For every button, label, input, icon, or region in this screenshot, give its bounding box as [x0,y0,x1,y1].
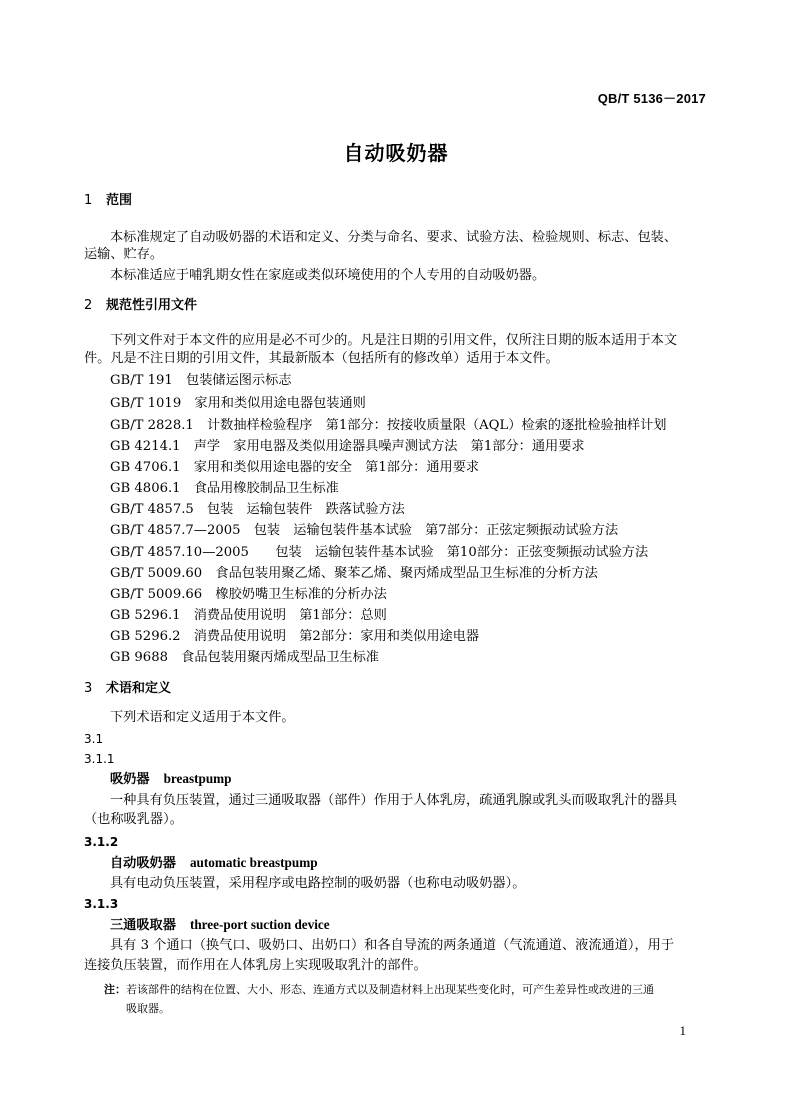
term-heading [110,917,330,934]
note [104,982,654,998]
reference-item: GB 4214.1 声学 家用电器及类似用途器具噪声测试方法 第1部分：通用要求 [110,439,585,454]
paragraph-line: 下列术语和定义适用于本文件。 [110,710,295,725]
section-3-heading [84,681,171,697]
term-chinese: 三通吸取器 [110,918,176,933]
definition-line: 具有电动负压装置，采用程序或电路控制的吸奶器（也称电动吸奶器）。 [110,876,526,891]
section-title: 范围 [106,193,133,208]
reference-item: GB 4806.1 食品用橡胶制品卫生标准 [110,481,339,496]
reference-item: GB/T 1019 家用和类似用途电器包装通则 [110,396,366,411]
note-continuation: 吸取器。 [126,1002,170,1015]
term-heading [110,855,318,872]
reference-item: GB/T 4857.10—2005 包装 运输包装件基本试验 第10部分：正弦变频振动试验方法 [110,545,649,560]
reference-item: GB/T 5009.66 橡胶奶嘴卫生标准的分析办法 [110,587,387,602]
reference-item: GB/T 4857.5 包装 运输包装件 跌落试验方法 [110,502,405,517]
reference-item: GB/T 2828.1 计数抽样检验程序 第1部分：按接收质量限（AQL）检索的逐批检验抽样计划 [110,418,667,433]
term-chinese: 自动吸奶器 [110,856,176,871]
reference-item: GB/T 5009.60 食品包装用聚乙烯、聚苯乙烯、聚丙烯成型品卫生标准的分析方法 [110,566,598,581]
reference-item: GB 5296.2 消费品使用说明 第2部分：家用和类似用途电器 [110,629,480,644]
note-text: 若该部件的结构在位置、大小、形态、连通方式以及制造材料上出现某些变化时，可产生差异性或改进的三通 [126,983,654,996]
term-chinese: 吸奶器 [110,772,150,787]
section-title: 术语和定义 [106,681,172,696]
reference-item: GB/T 191 包装储运图示标志 [110,373,292,388]
term-english: three-port suction device [189,917,330,932]
clause-number: 3.1.2 [84,835,119,849]
term-heading [110,771,231,788]
paragraph-line: 件。凡是不注日期的引用文件，其最新版本（包括所有的修改单）适用于本文件。 [84,351,559,366]
reference-item: GB 4706.1 家用和类似用途电器的安全 第1部分：通用要求 [110,460,480,475]
clause-number: 3.1.3 [84,897,119,911]
section-number: 3 [84,681,93,696]
term-english: automatic breastpump [189,855,318,870]
note-label: 注： [104,983,126,996]
paragraph-line: 本标准规定了自动吸奶器的术语和定义、分类与命名、要求、试验方法、检验规则、标志、包装、 [110,230,678,245]
reference-item: GB/T 4857.7—2005 包装 运输包装件基本试验 第7部分：正弦定频振动试验方法 [110,523,619,538]
definition-line: 具有 3 个通口（换气口、吸奶口、出奶口）和各自导流的两条通道（气流通道、液流通道），用于 [110,938,675,953]
reference-item: GB 5296.1 消费品使用说明 第1部分：总则 [110,608,387,623]
definition-line: 连接负压装置，而作用在人体乳房上实现吸取乳汁的部件。 [84,958,427,973]
paragraph-line: 下列文件对于本文件的应用是必不可少的。凡是注日期的引用文件，仅所注日期的版本适用于本文 [110,333,678,348]
standard-number: QB/T 5136－2017 [597,91,706,106]
section-2-heading [84,298,197,314]
term-english: breastpump [163,771,232,786]
definition-line: 一种具有负压装置，通过三通吸取器（部件）作用于人体乳房，疏通乳腺或乳头而吸取乳汁的器具 [110,793,678,808]
section-number: 1 [84,193,93,208]
section-title: 规范性引用文件 [106,298,198,313]
paragraph-line: 本标准适应于哺乳期女性在家庭或类似环境使用的个人专用的自动吸奶器。 [110,268,546,283]
definition-line: （也称吸乳器）。 [84,812,183,827]
section-1-heading [84,193,132,209]
section-number: 2 [84,298,93,313]
page-number: 1 [679,1023,686,1038]
clause-number: 3.1.1 [84,752,115,766]
paragraph-line: 运输、贮存。 [84,247,164,262]
reference-item: GB 9688 食品包装用聚丙烯成型品卫生标准 [110,650,379,665]
document-title: 自动吸奶器 [343,141,449,165]
clause-number: 3.1 [84,732,104,746]
